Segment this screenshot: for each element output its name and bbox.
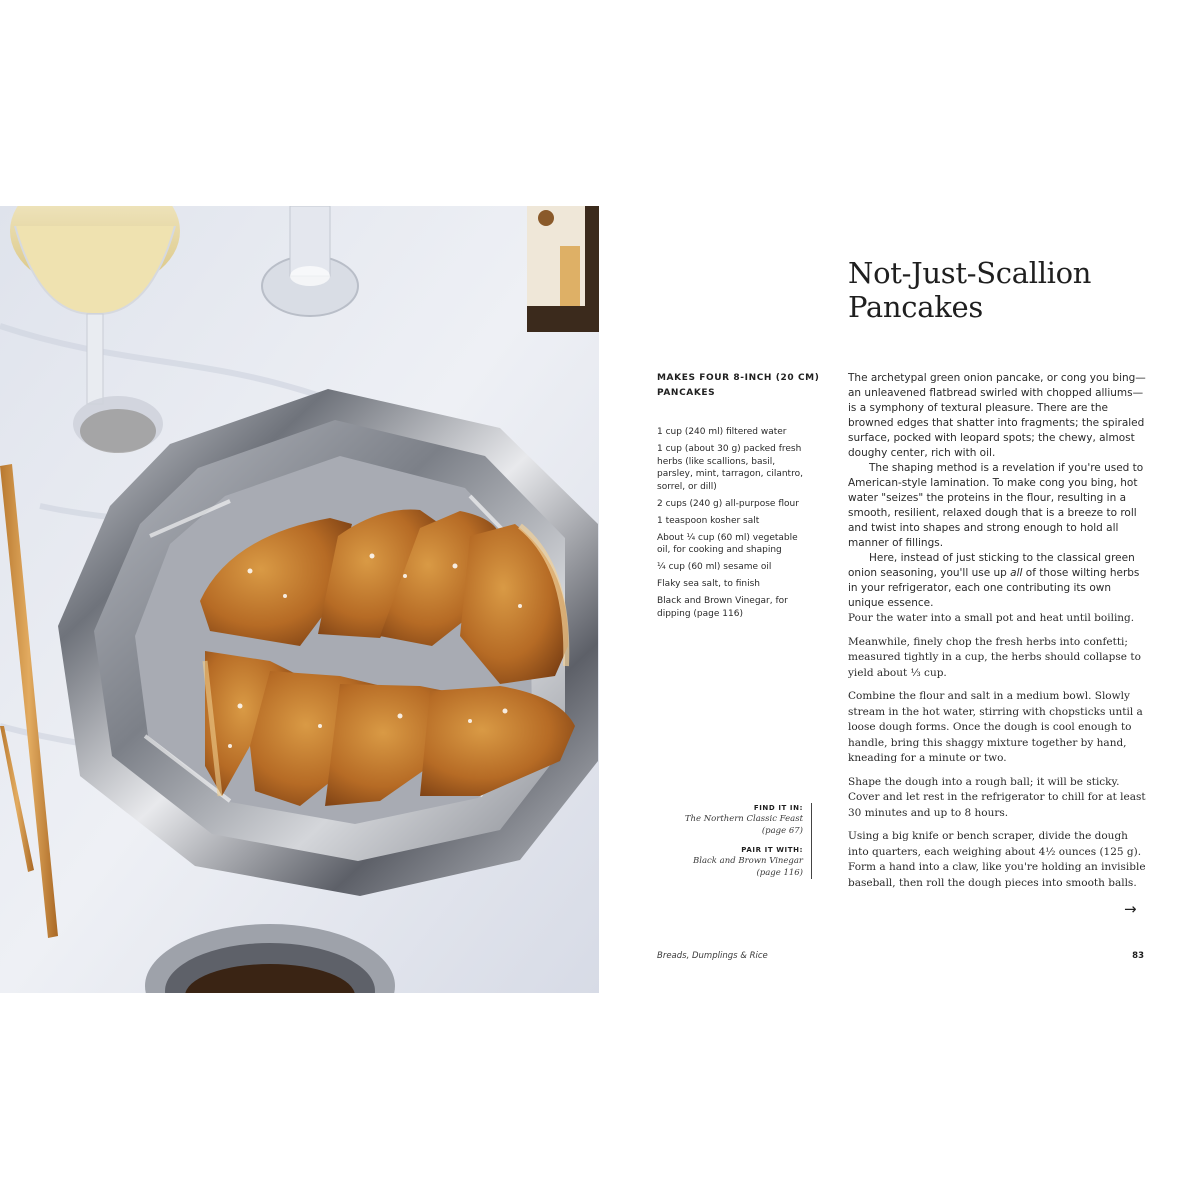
find-it-in-reference xyxy=(660,813,803,837)
recipe-title xyxy=(848,256,1148,324)
ingredient-item: Black and Brown Vinegar, for dipping (page 116) xyxy=(657,596,788,619)
page-number: 83 xyxy=(1132,951,1144,961)
intro-paragraph-2: The shaping method is a revelation if you're used to American-style lamination. To make cong you bing, hot water "seizes" the proteins in the flour, resulting in a smooth, resilient, relaxed dough that is a breeze to roll and twist into shapes and strong enough to hold all manner of fillings. xyxy=(848,462,1144,549)
method-step: Pour the water into a small pot and heat until boiling. xyxy=(848,612,1135,624)
pair-ref-line-2: (page 116) xyxy=(756,868,803,878)
intro-p3-emphasis: all xyxy=(1010,567,1023,579)
pair-it-with-reference xyxy=(660,855,803,879)
ingredient-item: About ¼ cup (60 ml) vegetable oil, for cooking and shaping xyxy=(657,532,798,555)
ingredient-item: 1 cup (240 ml) filtered water xyxy=(657,427,787,437)
ingredient-item: 1 cup (about 30 g) packed fresh herbs (like scallions, basil, parsley, mint, tarragon, cilantro, sorrel, or dill) xyxy=(657,444,803,492)
recipe-yield xyxy=(657,371,837,401)
section-footer: Breads, Dumplings & Rice xyxy=(657,951,768,961)
pancakes-photo xyxy=(0,206,599,993)
cross-reference-note xyxy=(660,803,812,879)
ingredient-item: ¼ cup (60 ml) sesame oil xyxy=(657,562,772,572)
ingredient-item: 2 cups (240 g) all-purpose flour xyxy=(657,498,799,509)
continue-arrow-icon: → xyxy=(1124,900,1137,918)
method-step: Meanwhile, finely chop the fresh herbs into confetti; measured tightly in a cup, the herbs should collapse to yield about ⅓ cup. xyxy=(848,635,1141,679)
recipe-title-line-1: Not-Just-Scallion xyxy=(848,256,1092,290)
bottle xyxy=(527,206,599,332)
intro-paragraph-1: The archetypal green onion pancake, or cong you bing—an unleavened flatbread swirled with chopped alliums—is a symphony of textural pleasure. There are the browned edges that shatter into fragments; the spiraled surface, pocked with leopard spots; the chewy, almost doughy center, rich with oil. xyxy=(848,372,1146,459)
find-ref-line-2: (page 67) xyxy=(761,826,803,836)
yield-line-2: PANCAKES xyxy=(657,388,716,398)
method-step: Shape the dough into a rough ball; it will be sticky. Cover and let rest in the refrigerator to chill for at least 30 minutes and up to 8 hours. xyxy=(848,775,1146,819)
method-step: Using a big knife or bench scraper, divide the dough into quarters, each weighing about 4½ ounces (125 g). Form a hand into a claw, like you're holding an invisible baseball, then roll the dough pieces into smooth balls. xyxy=(848,830,1146,889)
intro-paragraph-3 xyxy=(848,551,1148,611)
pair-it-with-label: PAIR IT WITH: xyxy=(741,846,803,854)
intro-p3-text-after: of those wilting herbs in your refrigerator, each one contributing its own unique essence. xyxy=(848,567,1140,609)
find-it-in-label: FIND IT IN: xyxy=(753,804,803,812)
method-steps xyxy=(848,611,1148,899)
find-ref-line-1: The Northern Classic Feast xyxy=(684,814,803,824)
ingredient-item: 1 teaspoon kosher salt xyxy=(657,515,760,526)
yield-line-1: MAKES FOUR 8-INCH (20 CM) xyxy=(657,373,820,383)
ingredient-item: Flaky sea salt, to finish xyxy=(657,579,760,589)
intro-p3-text-before: Here, instead of just sticking to the classical green onion seasoning, you'll use up xyxy=(848,552,1135,579)
recipe-title-line-2: Pancakes xyxy=(848,290,983,324)
recipe-intro xyxy=(848,371,1148,611)
method-step: Combine the flour and salt in a medium bowl. Slowly stream in the hot water, stirring with chopsticks until a loose dough forms. Once the dough is cool enough to handle, bring this shaggy mixture together by hand, kneading for a minute or two. xyxy=(848,690,1143,764)
pair-ref-line-1: Black and Brown Vinegar xyxy=(693,856,803,866)
ingredient-list xyxy=(657,426,805,625)
